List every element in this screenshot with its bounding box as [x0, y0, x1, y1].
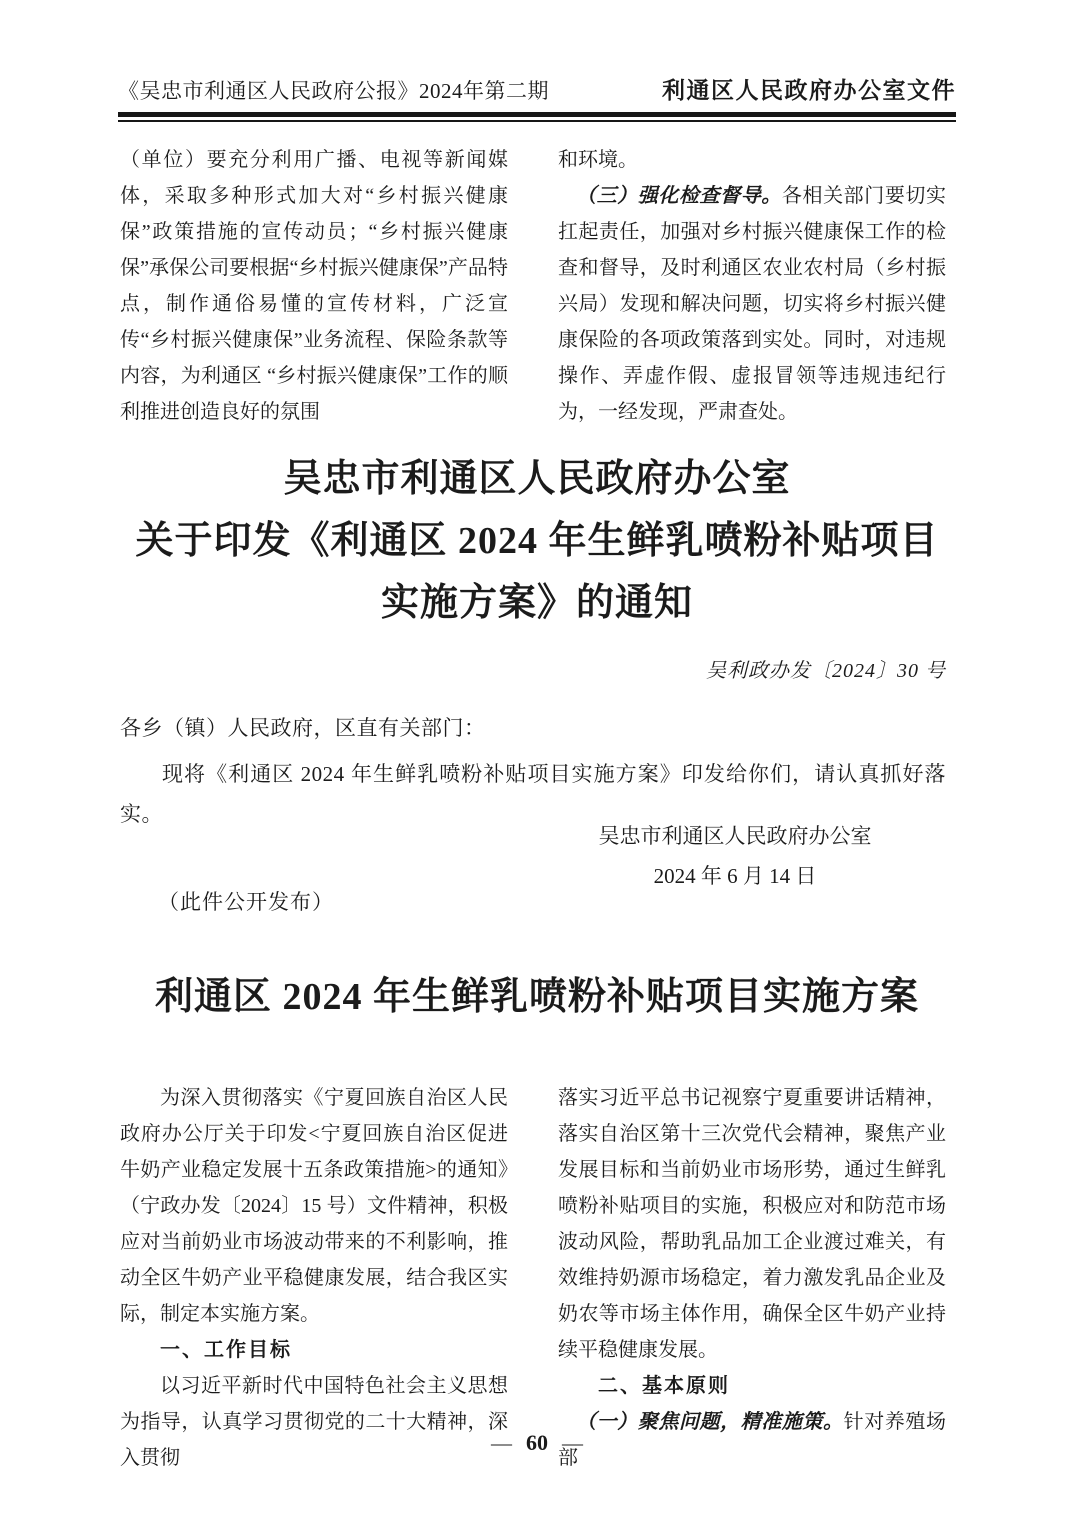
body-paragraph: 和环境。: [558, 149, 638, 171]
plan-right-column: [558, 1080, 946, 1476]
signer-name: 吴忠市利通区人民政府办公室: [598, 824, 872, 848]
plan-title: 利通区 2024 年生鲜乳喷粉补贴项目实施方案: [154, 976, 919, 1018]
body-paragraph: 落实习近平总书记视察宁夏重要讲话精神，落实自治区第十三次党代会精神，聚焦产业发展目标和当前奶业市场形势，通过生鲜乳喷粉补贴项目的实施，积极应对和防范市场波动风险，帮助乳品加工企业渡过难关，有效维持奶源市场稳定，着力激发乳品企业及奶农等市场主体作用，确保全区牛奶产业持续平稳健康发展。: [558, 1087, 946, 1361]
section-heading-1: 一、工作目标: [160, 1339, 292, 1361]
page-footer: [0, 1430, 1074, 1456]
gazette-issue-label: 《吴忠市利通区人民政府公报》2024年第二期: [118, 79, 549, 103]
body-paragraph: 以习近平新时代中国特色社会主义思想为指导，认真学习贯彻党的二十大精神，深入贯彻: [120, 1375, 508, 1469]
page-header: [118, 72, 956, 105]
body-paragraph: （单位）要充分利用广播、电视等新闻媒体，采取多种形式加大对“乡村振兴健康保”政策措施的宣传动员；“乡村振兴健康保”承保公司要根据“乡村振兴健康保”产品特点，制作通俗易懂的宣传材料，广泛宣传“乡村振兴健康保”业务流程、保险条款等内容，为利通区 “乡村振兴健康保”工作的顺利推进创造良好的氛围: [120, 149, 508, 423]
document-number: 吴利政办发〔2024〕30 号: [706, 660, 946, 682]
plan-left-column: [120, 1080, 508, 1476]
notice-title: [0, 448, 1074, 634]
footer-dash-left: —: [491, 1431, 512, 1455]
continuation-right-column: [558, 142, 946, 430]
section-heading-2: 二、基本原则: [598, 1375, 730, 1397]
public-release-note: （此件公开发布）: [158, 890, 334, 914]
item-text: 针对养殖场部: [558, 1411, 947, 1469]
item-text: 各相关部门要切实扛起责任，加强对乡村振兴健康保工作的检查和督导，及时利通区农业农村局（乡村振兴局）发现和解决问题，切实将乡村振兴健康保险的各项政策落到实处。同时，对违规操作、弄虚作假、虚报冒领等违规违纪行为，一经发现，严肃查处。: [558, 185, 947, 423]
continuation-left-column: [120, 142, 508, 430]
page-number: 60: [526, 1430, 548, 1455]
notice-title-line-1: 吴忠市利通区人民政府办公室: [283, 458, 791, 500]
item-lead-bold: （一）聚焦问题，精准施策。: [576, 1411, 844, 1433]
body-paragraph: 为深入贯彻落实《宁夏回族自治区人民政府办公厅关于印发<宁夏回族自治区促进牛奶产业稳定发展十五条政策措施>的通知》（宁政办发〔2024〕15 号）文件精神，积极应对当前奶业市场波动带来的不利影响，推动全区牛奶产业平稳健康发展，结合我区实际，制定本实施方案。: [120, 1087, 508, 1325]
addressee-line: 各乡（镇）人民政府，区直有关部门：: [120, 716, 486, 740]
notice-title-line-2: 关于印发《利通区 2024 年生鲜乳喷粉补贴项目: [135, 520, 939, 562]
notice-title-line-3: 实施方案》的通知: [380, 582, 693, 624]
continuation-article-columns: [120, 142, 946, 430]
notice-body-paragraph: 现将《利通区 2024 年生鲜乳喷粉补贴项目实施方案》印发给你们，请认真抓好落实。: [120, 762, 946, 826]
item-lead-bold: （三）强化检查督导。: [576, 185, 782, 207]
plan-body-columns: [120, 1080, 946, 1476]
signature-block: [515, 816, 955, 896]
header-double-rule: [118, 112, 956, 122]
document-category-label: 利通区人民政府办公室文件: [662, 77, 956, 103]
body-paragraph: [558, 178, 946, 430]
footer-dash-right: —: [562, 1431, 583, 1455]
signature-date: 2024 年 6 月 14 日: [653, 864, 817, 888]
